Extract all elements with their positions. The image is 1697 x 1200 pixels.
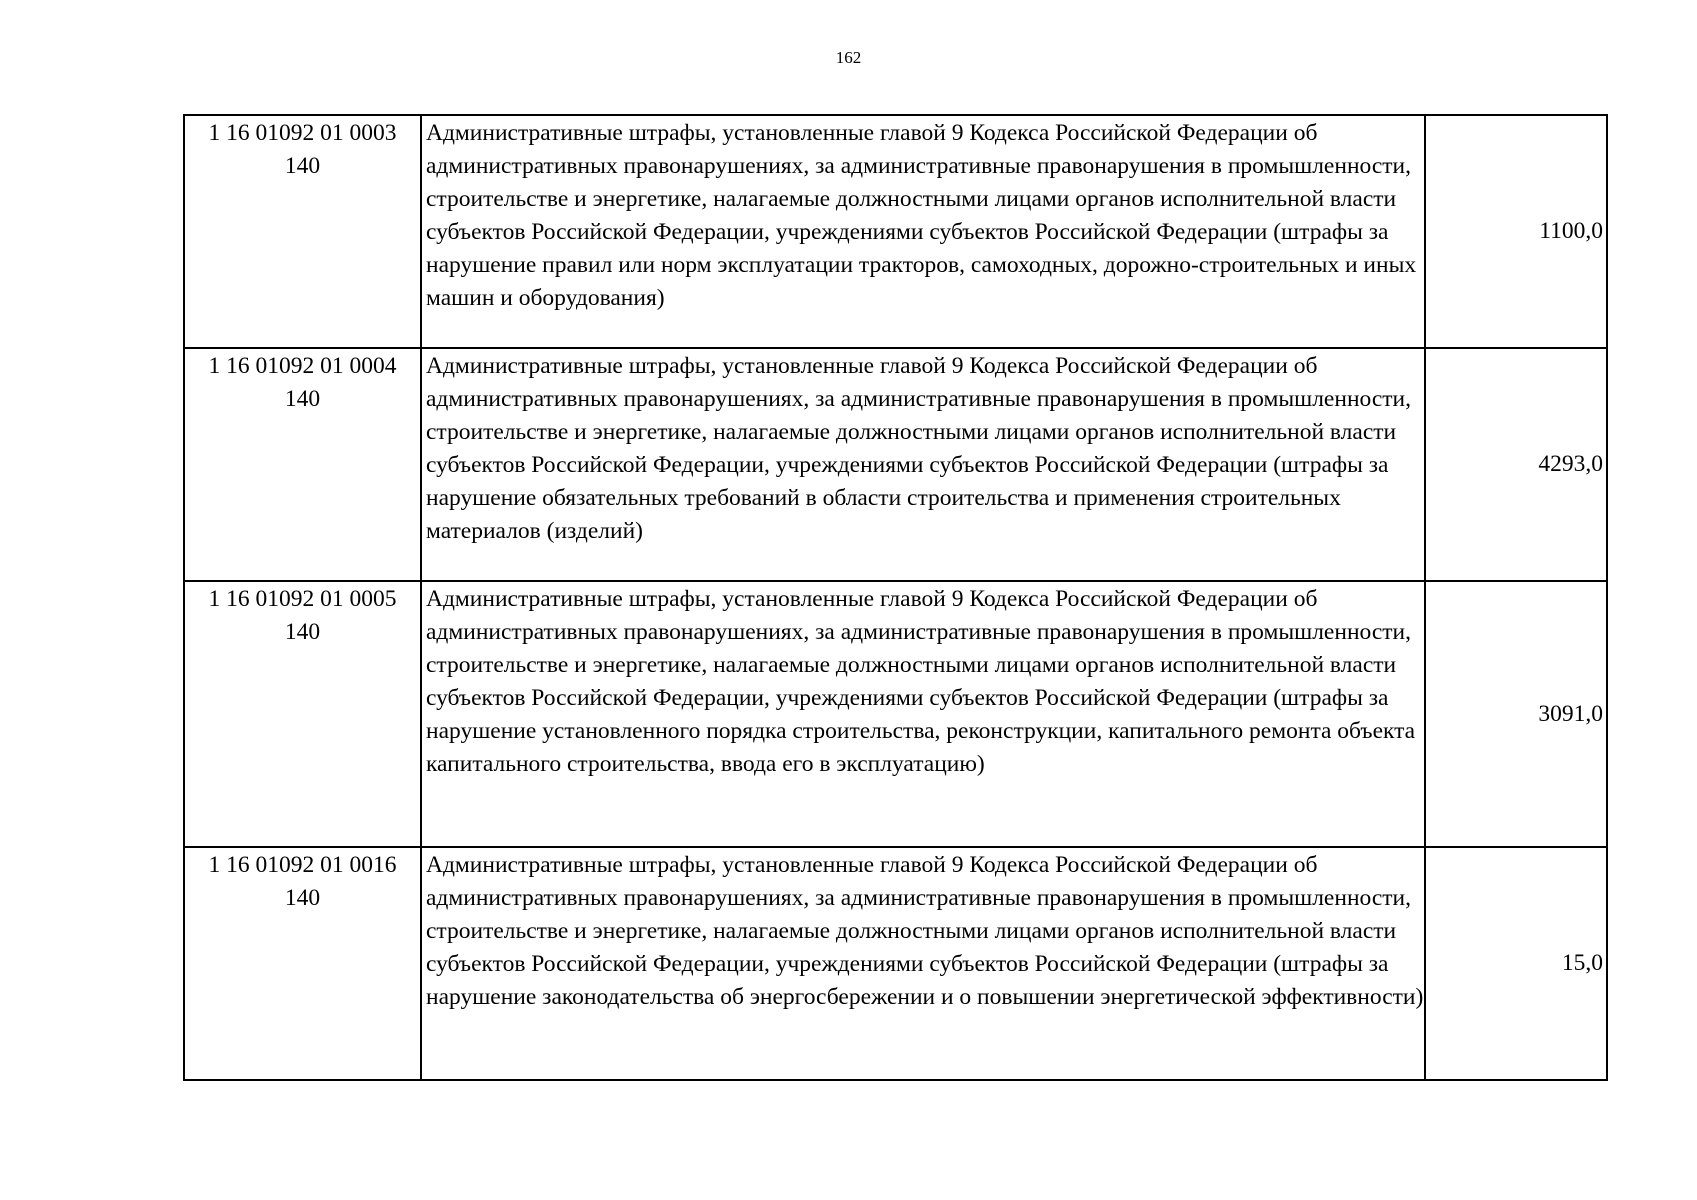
table-row xyxy=(184,847,1607,1080)
revenue-amount: 15,0 xyxy=(1425,847,1607,1080)
table-row xyxy=(184,348,1607,581)
budget-revenue-table xyxy=(183,114,1608,1081)
revenue-amount: 3091,0 xyxy=(1425,581,1607,847)
revenue-description: Административные штрафы, установленные главой 9 Кодекса Российской Федерации об административных правонарушениях, за административные правонарушения в промышленности, строительстве и энергетике, налагаемые должностными лицами органов исполнительной власти субъектов Российской Федерации, учреждениями субъектов Российской Федерации (штрафы за нарушение законодательства об энергосбережении и о повышении энергетической эффективности) xyxy=(421,847,1425,1080)
revenue-code-suffix: 140 xyxy=(284,885,321,911)
revenue-code: 1 16 01092 01 0016 xyxy=(208,852,397,878)
revenue-description: Административные штрафы, установленные главой 9 Кодекса Российской Федерации об административных правонарушениях, за административные правонарушения в промышленности, строительстве и энергетике, налагаемые должностными лицами органов исполнительной власти субъектов Российской Федерации, учреждениями субъектов Российской Федерации (штрафы за нарушение установленного порядка строительства, реконструкции, капитального ремонта объекта капитального строительства, ввода его в эксплуатацию) xyxy=(421,581,1425,847)
revenue-amount: 4293,0 xyxy=(1425,348,1607,581)
revenue-code-suffix: 140 xyxy=(284,619,321,645)
table-row xyxy=(184,581,1607,847)
table-row xyxy=(184,115,1607,348)
revenue-code: 1 16 01092 01 0003 xyxy=(208,120,397,146)
revenue-code-cell xyxy=(184,348,421,581)
revenue-code-suffix: 140 xyxy=(284,153,321,179)
revenue-code: 1 16 01092 01 0004 xyxy=(208,353,397,379)
page-number: 162 xyxy=(835,48,862,67)
revenue-code-suffix: 140 xyxy=(284,386,321,412)
revenue-code-cell xyxy=(184,847,421,1080)
revenue-code-cell xyxy=(184,581,421,847)
revenue-amount: 1100,0 xyxy=(1425,115,1607,348)
revenue-description: Административные штрафы, установленные главой 9 Кодекса Российской Федерации об административных правонарушениях, за административные правонарушения в промышленности, строительстве и энергетике, налагаемые должностными лицами органов исполнительной власти субъектов Российской Федерации, учреждениями субъектов Российской Федерации (штрафы за нарушение обязательных требований в области строительства и применения строительных материалов (изделий) xyxy=(421,348,1425,581)
revenue-code-cell xyxy=(184,115,421,348)
revenue-description: Административные штрафы, установленные главой 9 Кодекса Российской Федерации об административных правонарушениях, за административные правонарушения в промышленности, строительстве и энергетике, налагаемые должностными лицами органов исполнительной власти субъектов Российской Федерации, учреждениями субъектов Российской Федерации (штрафы за нарушение правил или норм эксплуатации тракторов, самоходных, дорожно-строительных и иных машин и оборудования) xyxy=(421,115,1425,348)
revenue-code: 1 16 01092 01 0005 xyxy=(208,586,397,612)
